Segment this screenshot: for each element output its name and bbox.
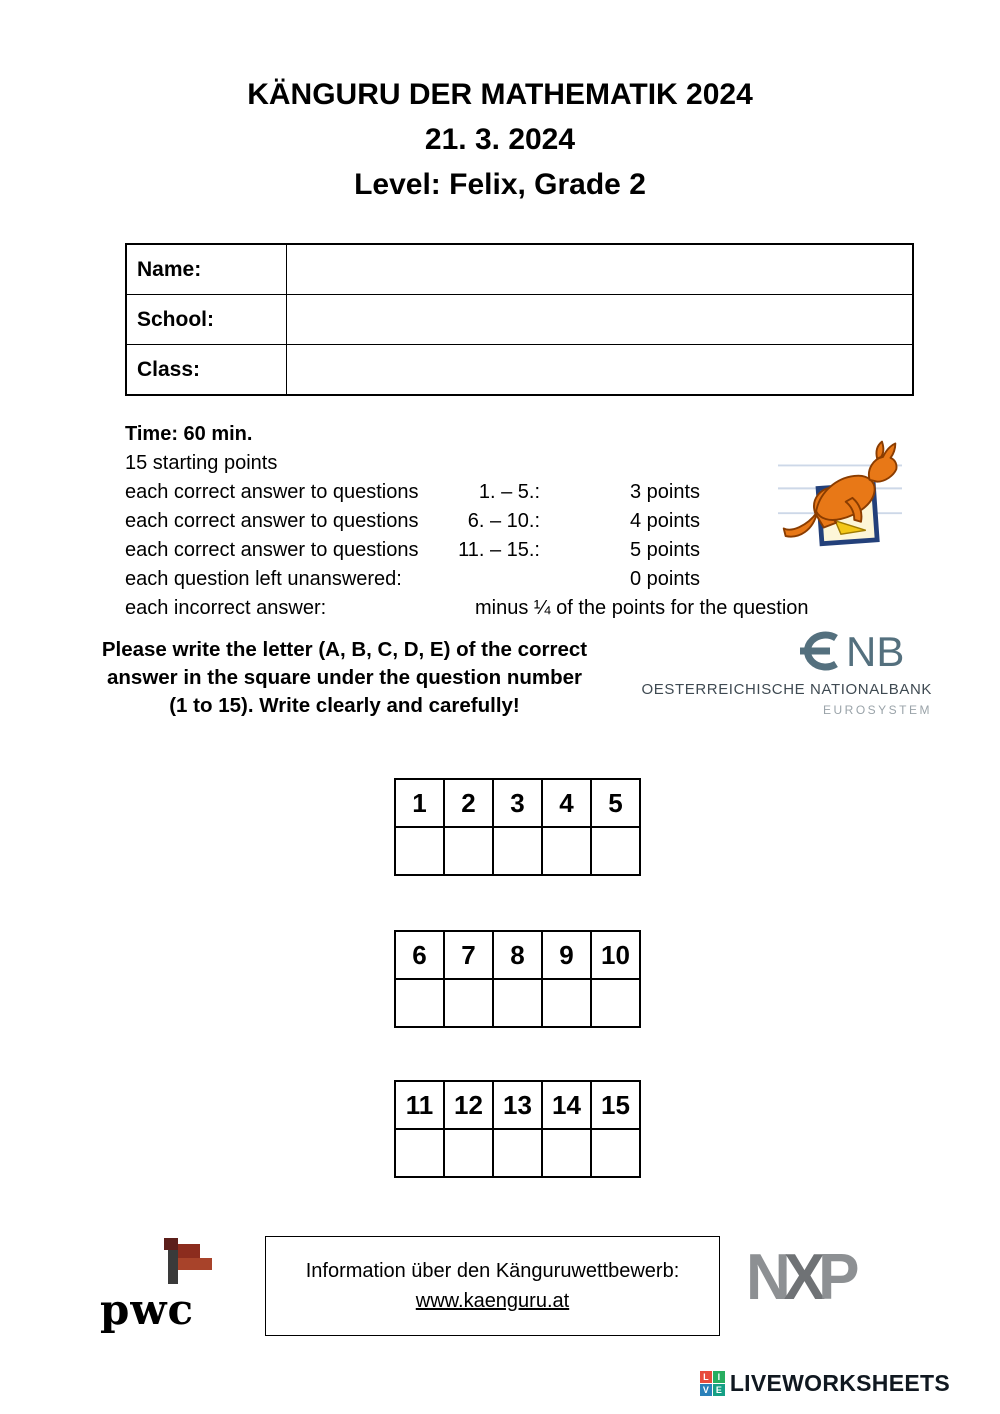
question-number: 12: [444, 1081, 493, 1129]
liveworksheets-icon: [700, 1371, 725, 1396]
name-label: Name:: [126, 244, 287, 295]
rule-text: each correct answer to questions: [125, 481, 419, 503]
grid-answer-row: [395, 827, 640, 875]
table-row: [126, 345, 913, 396]
answer-cell-7[interactable]: [444, 979, 493, 1027]
pwc-blocks-icon: [158, 1236, 230, 1288]
question-number: 1: [395, 779, 444, 827]
answer-instructions: [92, 636, 597, 720]
kaenguru-link[interactable]: www.kaenguru.at: [415, 1290, 570, 1312]
question-number: 15: [591, 1081, 640, 1129]
answer-cell-8[interactable]: [493, 979, 542, 1027]
question-number: 8: [493, 931, 542, 979]
answer-grid-11-15: [394, 1080, 641, 1178]
onb-euro-icon: [796, 628, 932, 674]
question-number: 14: [542, 1081, 591, 1129]
nxp-letter-n: N: [746, 1241, 784, 1314]
answer-cell-1[interactable]: [395, 827, 444, 875]
answer-cell-9[interactable]: [542, 979, 591, 1027]
rule-points: 4 points: [630, 510, 701, 532]
page-level: Level: Felix, Grade 2: [354, 168, 646, 201]
instruction-line: Please write the letter (A, B, C, D, E) of the correct: [101, 638, 588, 661]
lw-letter: L: [700, 1371, 712, 1383]
rule-text: each correct answer to questions: [125, 539, 419, 561]
class-label: Class:: [126, 345, 287, 396]
lw-letter: E: [713, 1384, 725, 1396]
kangaroo-logo: [778, 436, 902, 556]
nxp-letter-x: X: [783, 1241, 819, 1314]
page-header: [0, 72, 1000, 207]
onb-subtitle: EUROSYSTEM: [822, 703, 932, 717]
rule-text: each correct answer to questions: [125, 510, 419, 532]
question-number: 10: [591, 931, 640, 979]
grid-header-row: [395, 931, 640, 979]
rule-range: 1. – 5.:: [478, 481, 540, 503]
question-number: 9: [542, 931, 591, 979]
lw-letter: V: [700, 1384, 712, 1396]
nxp-letter-p: P: [818, 1241, 853, 1314]
table-row: [126, 295, 913, 345]
liveworksheets-brand: [700, 1370, 950, 1397]
page-date: 21. 3. 2024: [424, 123, 576, 156]
incorrect-label: each incorrect answer:: [125, 597, 327, 619]
question-number: 4: [542, 779, 591, 827]
question-number: 7: [444, 931, 493, 979]
grid-header-row: [395, 779, 640, 827]
page-title: KÄNGURU DER MATHEMATIK 2024: [247, 78, 753, 111]
info-box: [265, 1236, 720, 1336]
svg-text:NB: NB: [846, 628, 905, 674]
answer-cell-10[interactable]: [591, 979, 640, 1027]
rule-row: [125, 594, 905, 623]
onb-logo-block: [632, 628, 932, 717]
incorrect-points: minus ¼ of the points for the question: [475, 597, 809, 619]
class-input[interactable]: [287, 345, 914, 396]
answer-cell-14[interactable]: [542, 1129, 591, 1177]
grid-header-row: [395, 1081, 640, 1129]
name-input[interactable]: [287, 244, 914, 295]
unanswered-points: 0 points: [630, 568, 701, 590]
answer-grid-1-5: [394, 778, 641, 876]
rule-range: 6. – 10.:: [467, 510, 540, 532]
instruction-line: answer in the square under the question number: [107, 666, 582, 689]
question-number: 3: [493, 779, 542, 827]
question-number: 6: [395, 931, 444, 979]
answer-cell-4[interactable]: [542, 827, 591, 875]
answer-cell-12[interactable]: [444, 1129, 493, 1177]
grid-answer-row: [395, 1129, 640, 1177]
school-input[interactable]: [287, 295, 914, 345]
unanswered-label: each question left unanswered:: [125, 568, 402, 590]
kangaroo-icon: [778, 436, 902, 556]
answer-grid-6-10: [394, 930, 641, 1028]
answer-cell-3[interactable]: [493, 827, 542, 875]
answer-cell-11[interactable]: [395, 1129, 444, 1177]
pwc-logo: [100, 1236, 230, 1334]
answer-cell-13[interactable]: [493, 1129, 542, 1177]
liveworksheets-wordmark: LIVEWORKSHEETS: [729, 1370, 950, 1396]
student-info-table: [125, 243, 914, 396]
rule-row: [125, 565, 905, 594]
answer-cell-15[interactable]: [591, 1129, 640, 1177]
answer-cell-2[interactable]: [444, 827, 493, 875]
answer-cell-6[interactable]: [395, 979, 444, 1027]
answer-cell-5[interactable]: [591, 827, 640, 875]
question-number: 5: [591, 779, 640, 827]
rule-points: 5 points: [630, 539, 701, 561]
question-number: 13: [493, 1081, 542, 1129]
lw-letter: I: [713, 1371, 725, 1383]
onb-logo: [796, 628, 932, 679]
time-limit: Time: 60 min.: [125, 423, 253, 445]
school-label: School:: [126, 295, 287, 345]
starting-points: 15 starting points: [125, 452, 278, 474]
question-number: 2: [444, 779, 493, 827]
rule-range: 11. – 15.:: [458, 539, 540, 561]
grid-answer-row: [395, 979, 640, 1027]
table-row: [126, 244, 913, 295]
nxp-logo: [746, 1241, 853, 1314]
question-number: 11: [395, 1081, 444, 1129]
onb-name: OESTERREICHISCHE NATIONALBANK: [641, 681, 932, 698]
pwc-wordmark: pwc: [100, 1285, 195, 1334]
rule-points: 3 points: [630, 481, 701, 503]
info-text: Information über den Känguruwettbewerb:: [305, 1260, 680, 1282]
instruction-line: (1 to 15). Write clearly and carefully!: [169, 694, 520, 717]
